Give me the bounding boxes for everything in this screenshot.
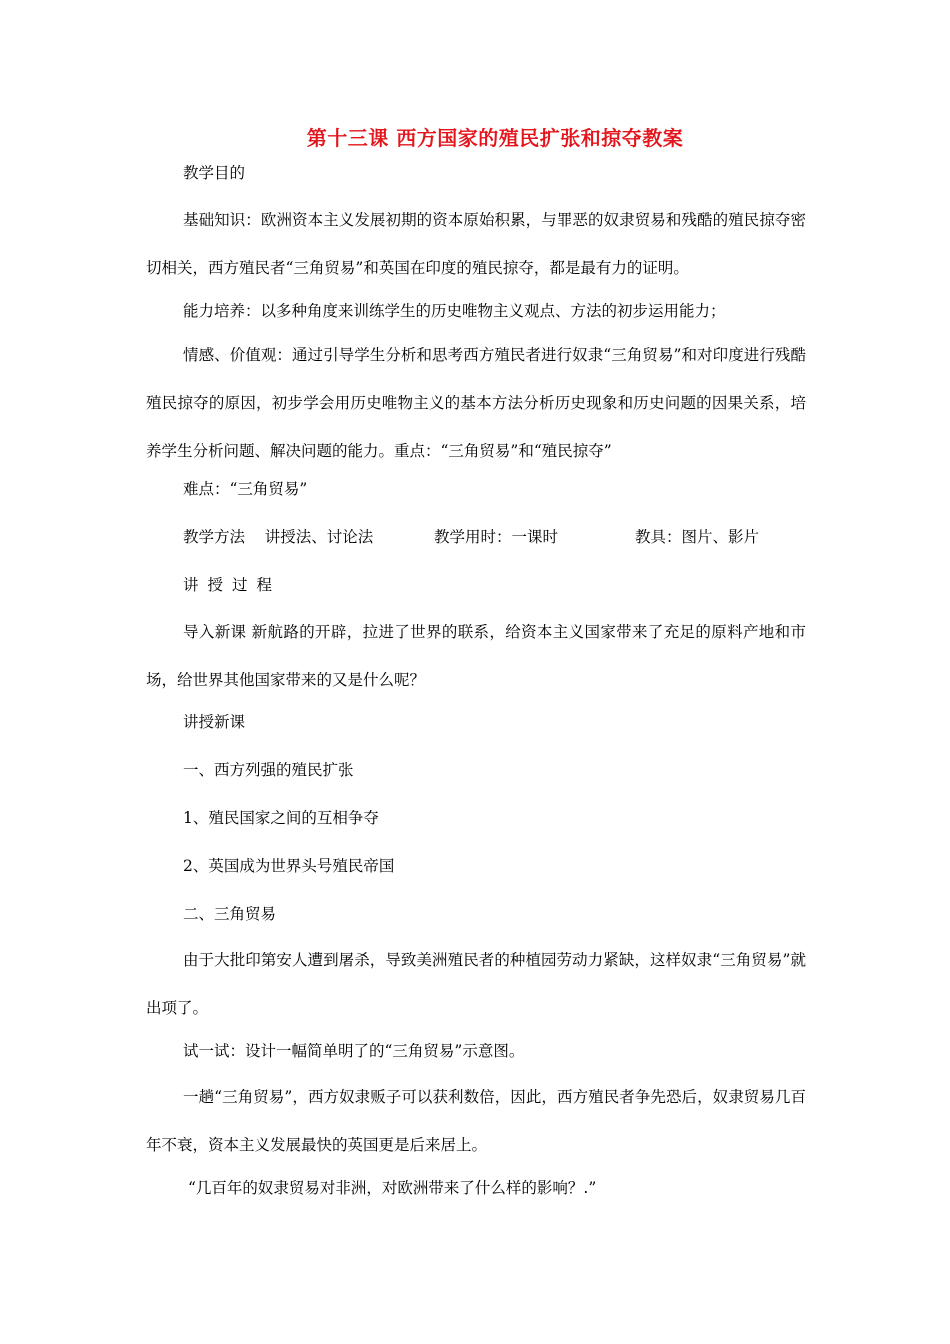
basic-knowledge-paragraph: 基础知识：欧洲资本主义发展初期的资本原始积累，与罪恶的奴隶贸易和残酷的殖民掠夺密切相关，西方殖民者“三角贸易”和英国在印度的殖民掠夺，都是最有力的证明。 (146, 211, 806, 277)
teaching-tools: 教具：图片、影片 (635, 528, 760, 546)
section-1-item-2: 2、英国成为世界头号殖民帝国 (183, 857, 395, 875)
teaching-goal-heading: 教学目的 (183, 164, 246, 182)
trade-profit-paragraph: 一趟“三角贸易”，西方奴隶贩子可以获利数倍，因此，西方殖民者争先恐后，奴隶贸易几百年不衰，资本主义发展最快的英国更是后来居上。 (146, 1088, 806, 1154)
difficulty-paragraph: 难点：“三角贸易” (183, 480, 308, 498)
new-lesson-heading: 讲授新课 (183, 713, 246, 731)
teaching-method: 教学方法 讲授法、讨论法 (183, 528, 374, 546)
section-1-item-1: 1、殖民国家之间的互相争夺 (183, 809, 379, 827)
document-title: 第十三课 西方国家的殖民扩张和掠夺教案 (306, 126, 684, 150)
question-paragraph: “几百年的奴隶贸易对非洲，对欧洲带来了什么样的影响？.” (188, 1179, 597, 1197)
intro-paragraph: 导入新课 新航路的开辟，拉进了世界的联系，给资本主义国家带来了充足的原料产地和市场，给世界其他国家带来的又是什么呢？ (146, 623, 806, 689)
section-2-paragraph: 由于大批印第安人遭到屠杀，导致美洲殖民者的种植园劳动力紧缺，这样奴隶“三角贸易”就出项了。 (146, 951, 806, 1017)
section-2-heading: 二、三角贸易 (183, 905, 277, 923)
ability-paragraph: 能力培养：以多种角度来训练学生的历史唯物主义观点、方法的初步运用能力； (183, 302, 726, 320)
teaching-time: 教学用时：一课时 (434, 528, 559, 546)
try-it-paragraph: 试一试：设计一幅简单明了的“三角贸易”示意图。 (183, 1042, 525, 1060)
process-heading: 讲授过程 (183, 576, 282, 594)
emotion-paragraph: 情感、价值观：通过引导学生分析和思考西方殖民者进行奴隶“三角贸易”和对印度进行残酷殖民掠夺的原因，初步学会用历史唯物主义的基本方法分析历史现象和历史问题的因果关系，培养学生分析问题、解决问题的能力。重点：“三角贸易”和“殖民掠夺” (146, 346, 806, 460)
section-1-heading: 一、西方列强的殖民扩张 (183, 761, 354, 779)
